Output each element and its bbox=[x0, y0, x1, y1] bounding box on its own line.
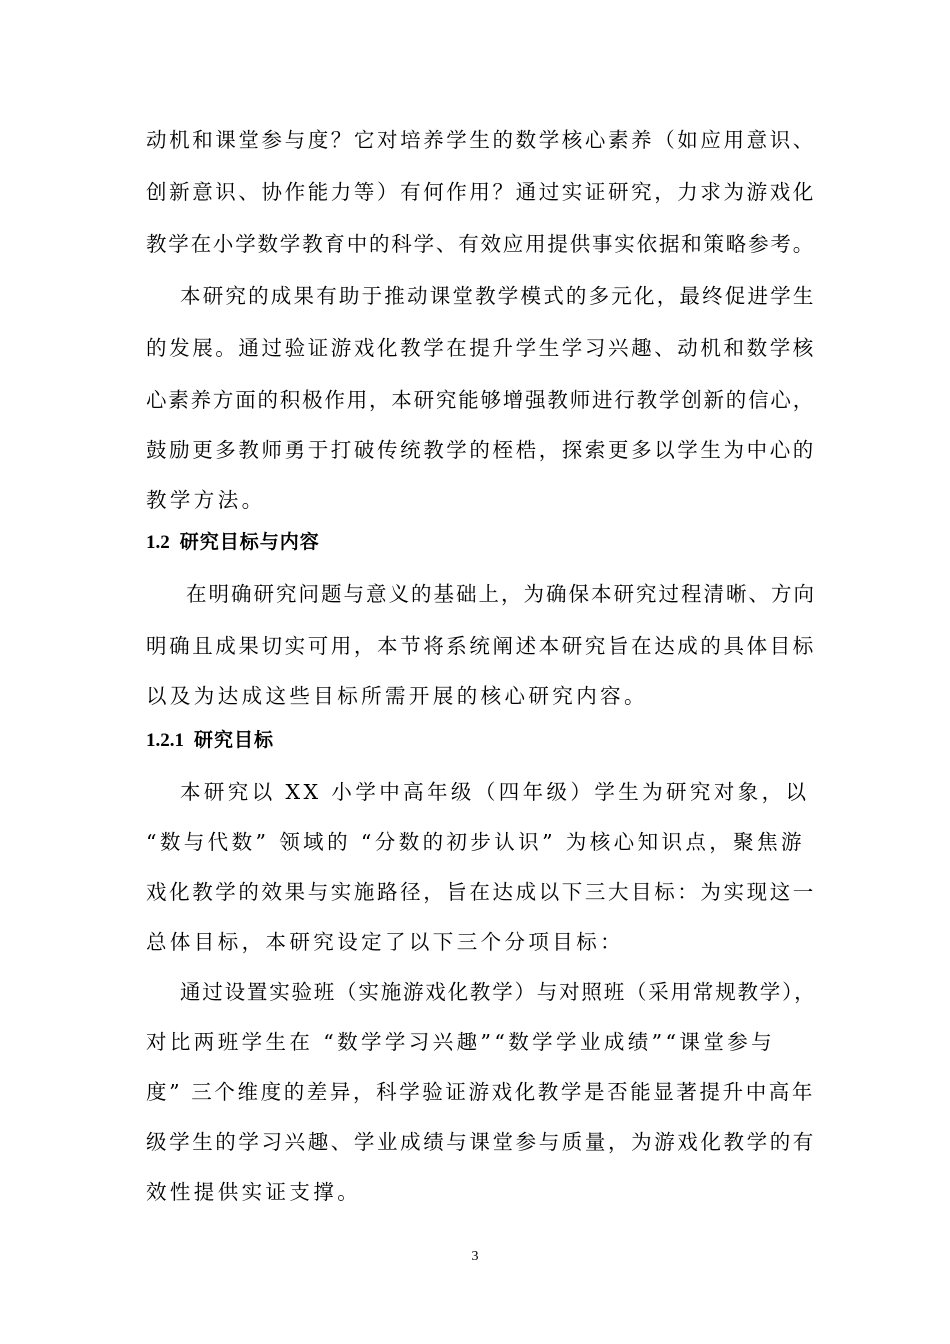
section-heading-1-2-1 bbox=[146, 728, 274, 753]
body-line: 总体目标，本研究设定了以下三个分项目标： bbox=[146, 930, 624, 954]
body-line: 动机和课堂参与度？它对培养学生的数学核心素养（如应用意识、 bbox=[146, 128, 816, 152]
body-line: 以及为达成这些目标所需开展的核心研究内容。 bbox=[146, 684, 648, 708]
body-line: 教学在小学数学教育中的科学、有效应用提供事实依据和策略参考。 bbox=[146, 232, 815, 256]
body-line: 戏化教学的效果与实施路径，旨在达成以下三大目标：为实现这一 bbox=[146, 880, 816, 904]
body-line: 鼓励更多教师勇于打破传统教学的桎梏，探索更多以学生为中心的 bbox=[146, 438, 816, 462]
section-heading-1-2 bbox=[146, 530, 320, 555]
body-line: 的发展。通过验证游戏化教学在提升学生学习兴趣、动机和数学核 bbox=[146, 336, 816, 360]
body-line: 本研究的成果有助于推动课堂教学模式的多元化，最终促进学生 bbox=[180, 284, 816, 308]
body-line: 对比两班学生在 “数学学习兴趣”“数学学业成绩”“课堂参与 bbox=[146, 1030, 776, 1054]
body-line: 心素养方面的积极作用，本研究能够增强教师进行教学创新的信心， bbox=[146, 388, 815, 412]
body-line: 度” 三个维度的差异，科学验证游戏化教学是否能显著提升中高年 bbox=[146, 1080, 815, 1104]
heading-text: 研究目标与内容 bbox=[179, 531, 320, 553]
body-line: 效性提供实证支撑。 bbox=[146, 1180, 362, 1204]
heading-number: 1.2.1 bbox=[146, 730, 184, 751]
body-line: 教学方法。 bbox=[146, 488, 266, 512]
body-line: 在明确研究问题与意义的基础上，为确保本研究过程清晰、方向 bbox=[186, 582, 816, 606]
heading-text: 研究目标 bbox=[194, 729, 275, 751]
body-line: “数与代数” 领域的 “分数的初步认识” 为核心知识点，聚焦游 bbox=[146, 830, 805, 854]
body-line: 本研究以 XX 小学中高年级（四年级）学生为研究对象，以 bbox=[180, 780, 810, 804]
body-line: 级学生的学习兴趣、学业成绩与课堂参与质量，为游戏化教学的有 bbox=[146, 1130, 816, 1154]
heading-number: 1.2 bbox=[146, 532, 170, 553]
body-line: 创新意识、协作能力等）有何作用？通过实证研究，力求为游戏化 bbox=[146, 180, 816, 204]
page-number: 3 bbox=[471, 1249, 479, 1264]
body-line: 明确且成果切实可用，本节将系统阐述本研究旨在达成的具体目标 bbox=[146, 634, 816, 658]
body-line: 通过设置实验班（实施游戏化教学）与对照班（采用常规教学）， bbox=[180, 980, 817, 1004]
